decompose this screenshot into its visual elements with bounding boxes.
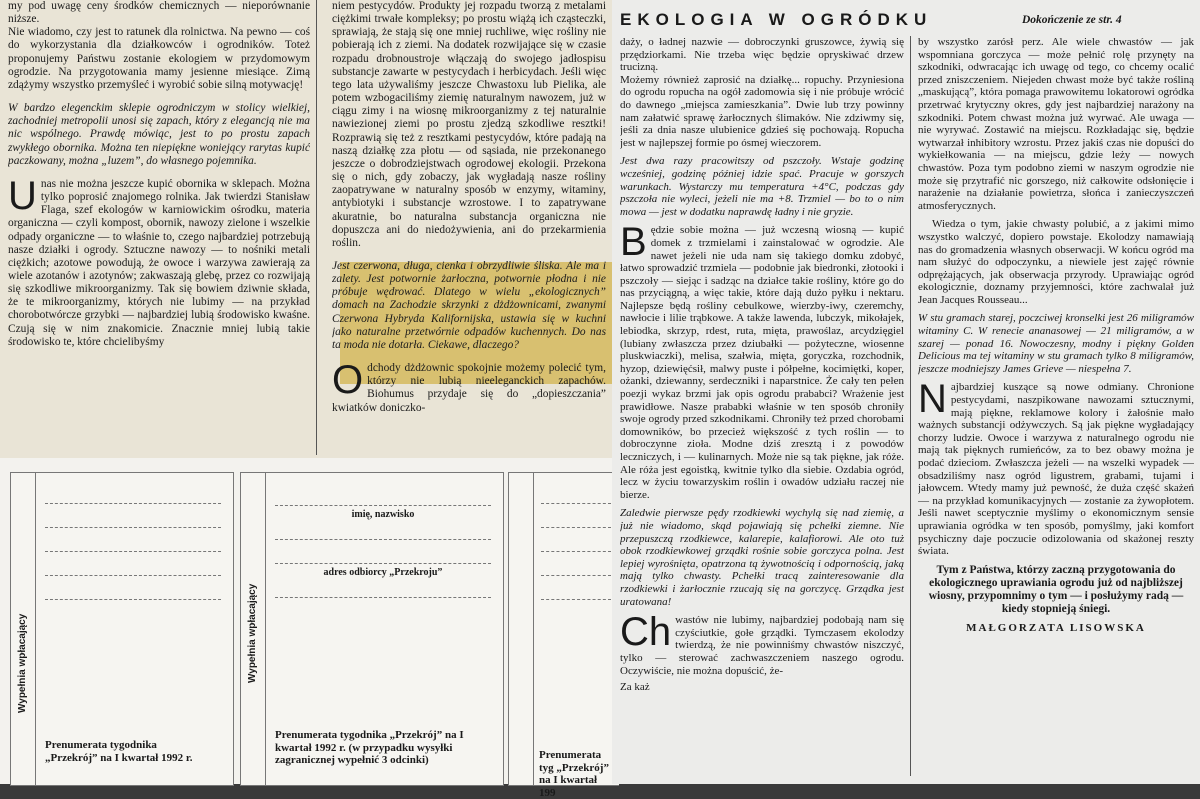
address-input-line[interactable] xyxy=(275,563,491,564)
drop-cap-ch: Ch xyxy=(620,610,672,655)
colA-footer-fragment: Za każ xyxy=(620,681,650,694)
coupon-3-line xyxy=(541,503,611,504)
left-column-1 xyxy=(8,0,310,455)
coupon-1 xyxy=(10,472,234,786)
coupon-2 xyxy=(240,472,504,786)
colB-main-body: ajbardziej kuszące są nowe odmiany. Chronione pestycydami, naszpikowane nawozami sztucznymi, mają piękne, reklamowe kolory i żałośnie mało ważnych substancji odżywczych. Są jak piękne wygładający chorzy ludzie. Owoce i warzywa z naturalnego ogrodu nie mają tak pięknych rumieńców, za to bez obawy można je podać dzieciom. Zwłaszcza jeżeli — na wszelki wypadek — obsadziliśmy nasz ogród ligustrem, grabami, tujami i jałowcem. Wtedy mamy już pewność, że duża część skażeń — na przykład komunikacyjnych — zostanie za żywopłotem. Jeśli nawet sceptycznie myślimy o ekonomicznym sensie uprawiania ogródka w ten sposób, pomyślmy, jaki komfort psychiczny daje poczucie odizolowania od skażonej reszty świata. xyxy=(918,381,1194,558)
drop-cap-b: B xyxy=(620,220,647,265)
coupon-3-rule xyxy=(533,473,534,785)
colA-main-body-2: wastów nie lubimy, najbardziej podobają nam się czyściutkie, gołe grządki. Tymczasem ekolodzy twierdzą, że nie powinniśmy chwastów niszczyć, tylko — sterować zachwaszczeniem naszego ogrodu. Oczywiście, nie można dopuścić, że- xyxy=(620,614,904,677)
colB-intro: by wszystko zarósł perz. Ale wiele chwastów — jak wspomniana gorczyca — może pełnić rolę przynęty na szkodniki, odwracając ich uwagę od tego, co chcemy ocalić przed zniszczeniem. Niejeden chwast może być także rośliną „maskującą”, która pomaga prawowitemu lokatorowi ogródka przetrwać krytyczny okres, gdy jest najbardziej narażony na szkodniki. Potem chwast można już wyrwać. Ale uwaga — nie wyrywać. Zostawić na miejscu. Rozkładając się, będzie wytwarzał inhibitory wzrostu. Przez jakiś czas nie dopuści do wykiełkowania — na miejscu, gdzie leży — nowych chwastów. Poza tym podobno ziemi w naszym ogrodzie nie może się przytrafić nic gorszego, niż całkowite odsłonięcie i narażenie na działanie powietrza, słońca i zanieczyszczeń atmosferycznych. xyxy=(918,36,1194,212)
name-label: imię, nazwisko xyxy=(351,509,415,520)
coupon-1-line xyxy=(45,551,221,552)
col2-main-text xyxy=(332,358,606,415)
column-rule xyxy=(910,36,911,776)
colA-main-body: ędzie sobie można — już wczesną wiosną — kupić domek z trzmielami i zainstalować w ogrodzie. Ale nawet jeżeli nie uda nam się takiego domku zdobyć, łatwo sprowadzić trzmiela — podobnie jak biedronki, złotooki i pszczoły — siejąc i sadząc na działce takie rośliny, które go do nas przyciągną, a więc takie, które dają dużo pyłku i nektaru. Najlepsze będą rośliny cebulkowe, wierzby-iwy, czeremchy, nawłocie i lilie trąbkowe. A także lawenda, lubczyk, mikołajek, lebiodka, skrzyp, rdest, ruta, mięta, prawoślaz, arcydzięgiel (lubiany zwłaszcza przez dziubałki — pożyteczne, wiosenne pluskwiaczki), melisa, szałwia, mięta, goryczka, rozchodnik, hyzop, dziewięćsił, malwy puste i półpełne, kocimiętki, koper, ożanki, dziewanny, serdeczniki i naparstnice. Że cały ten pełen poezji wykaz brzmi jak opis ogrodu prababci? Wrażenie jest prawidłowe. Nasze prababki właśnie w ten sposób chroniły swoje ogrody przed szkodnikami. Chroniły też przed chorobami domowników, bo przecież większość z tych roślin — to dobroczynne zioła. Modne dziś zresztą i z powodów leczniczych, i — kulinarnych. Może nie są tak piękne, jak róże. Ale róża jest egoistką, kwitnie tylko dla siebie. Ozdabia ogród, lecz w życiu towarzyskim roślin i owadów udziału raczej nie bierze. xyxy=(620,224,904,501)
coupon-2-side-label: Wypełnia wpłacający xyxy=(247,583,258,683)
coupon-1-title: Prenumerata tygodnika „Przekrój” na I kwartał 1992 r. xyxy=(45,739,193,764)
colB-italic-box: W stu gramach starej, poczciwej kronselki jest 26 miligramów witaminy C. W renecie ananasowej — 21 miligramów, a w szarej — ponad 16. Nowoczesny, modny i piękny Golden Delicious ma tej witaminy w stu gramach tylko 8 miligramów, jeszcze modniejszy James Grieve — niespełna 7. xyxy=(918,312,1194,375)
colA-intro: daży, o ładnej nazwie — dobroczynki gruszowce, żywią się przędziorkami. Nie trzeba więc będzie opryskiwać drzew trucizną. Możemy również zaprosić na działkę... ropuchy. Przyniesiona do ogrodu ropucha na ogół zadomowia się i nie próbuje wrócić do dawnego „miejsca zamieszkania”. Dwie lub trzy powinny nam załatwić sprawę żarłocznych ślimaków. Nie zdziwmy się, jeśli za dnia nasze ulubienice gdzieś się pochowają. Ropucha jest w najlepszej formie po ósmej wieczorem. xyxy=(620,36,904,149)
left-column-2 xyxy=(332,0,606,455)
coupon-3-line xyxy=(541,575,611,576)
colB-main-text xyxy=(918,377,1194,558)
coupon-1-side-label: Wypełnia wpłacający xyxy=(17,613,28,713)
drop-cap-u: U xyxy=(8,173,37,218)
col2-intro: niem pestycydów. Produkty jej rozpadu tworzą z metalami ciężkimi trwałe kompleksy; po prostu wiążą ich cząsteczki, sprawiają, że stają się one mniej ruchliwe, więc rośliny nie pobierają ich z ziemi. Na dodatek rozwijające się w czasie rozpadu drobnoustroje włączają do swojego jadłospisu substancje zawarte w pestycydach i herbicydach. Jeśli więc tego lata używaliśmy jeszcze Chwastoxu lub Pielika, ale potem wzbogaciliśmy ziemię naturalnym nawozem, już w ciągu zimy i na wiosnę mikroorganizmy z tej naturalnie nawiezionej ziemi po prostu zjedzą szkodliwe resztki! Rozprawią się też z resztkami pestycydów, które padają na naszą działkę zza płotu — od sąsiada, nie przekonanego jeszcze o dobrodziejstwach ogrodowej ekologii. Przekona się o nich, gdy zobaczy, jak wygładają nasze rośliny zaopatrywane w naturalny sposób w enzymy, witaminy, antybiotyki i substancje wzrostowe. I to zapatrywane akuratnie, bo naturalna substancja organiczna nie dopuszcza ani do niedożywienia, ani do przekarmienia roślin. xyxy=(332,0,606,249)
coupon-3-line xyxy=(541,599,611,600)
continuation-note: Dokończenie ze str. 4 xyxy=(1022,14,1122,26)
coupon-2-rule xyxy=(265,473,266,785)
colA-main-text xyxy=(620,220,904,501)
coupon-2-line[interactable] xyxy=(275,539,491,540)
colA-main-text-2 xyxy=(620,610,904,677)
col1-main-text xyxy=(8,173,310,349)
col1-intro: my pod uwagę ceny środków chemicznych — nieporównanie niższe. Nie wiadomo, czy jest to ratunek dla rolnictwa. Na pewno — coś do wykorzystania dla działkowców i ogrodników. Toteż proponujemy Państwu zostanie ekologiem w przydomowym ogrodzie. Na przygotowania mamy jesienne miesiące. Zimą zdążymy wszystko przemyśleć i wyrobić sobie silną motywację! xyxy=(8,0,310,91)
col1-main-body: nas nie można jeszcze kupić obornika w sklepach. Można tylko poprosić znajomego rolnika. Jak twierdzi Stanisław Flaga, szef ekologów w karniowickim ośrodku, materia organiczna — czyli kompost, obornik, nawozy zielone i wszelkie odpady organiczne — to właśnie to, czego najbardziej potrzebują nasze działki i ogrody. Sztuczne nawozy — to nośniki metali ciężkich; azotowe powodują, że owoce i warzywa zawierają za wiele azotanów i azotynów; zakwaszają glebę, przez co rozwijają się szkodliwe mikroorganizmy. Tak się bowiem dziwnie składa, że te mikroorganizmy, których nie lubimy — na przykład chorobotwórcze grzybki — najbardziej lubią środowisko kwaśne. Czują się w nim znakomicie. Znacznie mniej lubią takie środowisko te, które chcielibyśmy xyxy=(8,177,310,348)
article-title: EKOLOGIA W OGRÓDKU xyxy=(620,10,933,29)
coupon-1-line xyxy=(45,575,221,576)
coupon-2-line[interactable] xyxy=(275,597,491,598)
subscription-coupon-strip xyxy=(0,458,612,799)
colB-paragraph-2: Wiedza o tym, jakie chwasty polubić, a z jakimi mimo wszystko walczyć, dopiero powstaje. Ekolodzy namawiają nas do gromadzenia własnych obserwacji. W końcu ogród ma nam służyć do odpoczynku, a niewiele jest zajęć równie odprężających, jak obserwacja przyrody. Uprawiając ogród ekologicznie, doznamy przyjemności, które zachwalał już Jean Jacques Rousseau... xyxy=(918,218,1194,306)
coupon-1-rule xyxy=(35,473,36,785)
name-input-line[interactable] xyxy=(275,505,491,506)
column-rule xyxy=(316,0,317,455)
coupon-3-line xyxy=(541,551,611,552)
coupon-3-title: Prenumerata tyg „Przekrój” na I kwartał 199 xyxy=(539,749,609,799)
col1-italic-box: W bardzo elegenckim sklepie ogrodniczym w stolicy wielkiej, zachodniej metropolii unosi się zapach, który z elegancją nie ma nic wspólnego. Prawdę mówiąc, jest to po prostu zapach zwykłego obornika. Można ten niepiękne woniejący rarytas kupić paczkowany, można „luzem”, do własnego pojemnika. xyxy=(8,102,310,167)
colA-italic-box: Jest dwa razy pracowitszy od pszczoły. Wstaje godzinę wcześniej, godzinę później idzie spać. Pracuje w gorszych warunkach. Wystarczy mu temperatura +4°C, podczas gdy pszczoła nie wyleci, jeżeli nie ma +8. Trzmiel — bo to o nim mowa — jest w dodatku naprawdę ładny i nie gryzie. xyxy=(620,155,904,218)
author-name: MAŁGORZATA LISOWSKA xyxy=(966,621,1146,634)
col2-italic-box: Jest czerwona, długa, cienka i obrzydliwie śliska. Ale ma i zalety. Jest potwornie żarłoczna, potwornie płodna i nie próbuje wędrować. Dlatego w wielu „ekologicznych” domach na Zachodzie skrzynki z dżdżownicami, zwanymi Czerwona Hybryda Kalifornijska, ustawia się w kuchni jako naturalne przetwórnie odpadów kuchennych. Do nas ta moda nie dotarła. Ciekawe, dlaczego? xyxy=(332,259,606,351)
coupon-3 xyxy=(508,472,619,799)
drop-cap-o: O xyxy=(332,358,364,403)
address-label: adres odbiorcy „Przekroju” xyxy=(323,567,443,578)
coupon-1-line xyxy=(45,527,221,528)
right-page xyxy=(612,0,1200,784)
right-column-2 xyxy=(918,36,1194,784)
drop-cap-n: N xyxy=(918,377,947,422)
col2-main-body: dchody dżdżownic spokojnie możemy polecić tym, którzy nie lubią nieeleganckich zapachów. Biohumus przydaje się do „dopieszczania” kwiatków doniczko- xyxy=(332,362,606,414)
colB-closing-note: Tym z Państwa, którzy zaczną przygotowania do ekologicznego uprawiania ogrodu już od najbliższej wiosny, przypomnimy o tym — i posłużymy radą — kiedy stopnieją śniegi. xyxy=(928,563,1184,615)
coupon-1-line xyxy=(45,503,221,504)
coupon-3-line xyxy=(541,527,611,528)
coupon-2-title: Prenumerata tygodnika „Przekrój” na I kwartał 1992 r. (w przypadku wysyłki zagranicznej wypełnić 3 odcinki) xyxy=(275,729,464,766)
colA-italic-box-2: Zaledwie pierwsze pędy rzodkiewki wychylą się nad ziemię, a już nie wiadomo, skąd pojawiają się pchełki ziemne. Nie przepuszczą rzodkiewce, kalarepie, kalafiorowi. Ale oto tuż obok rzodkiewkowej grządki rośnie sobie gorczyca polna. Jest lepiej wyrośnięta, opatrzona tą żywotnością i odpornością, jaką mają tylko chwasty. Pchełki tracą zainteresowanie dla rzodkiewki i żarłocznie rzucają się na gorczycę. Grządka jest uratowana! xyxy=(620,507,904,608)
right-column-1 xyxy=(620,36,904,784)
coupon-1-line xyxy=(45,599,221,600)
